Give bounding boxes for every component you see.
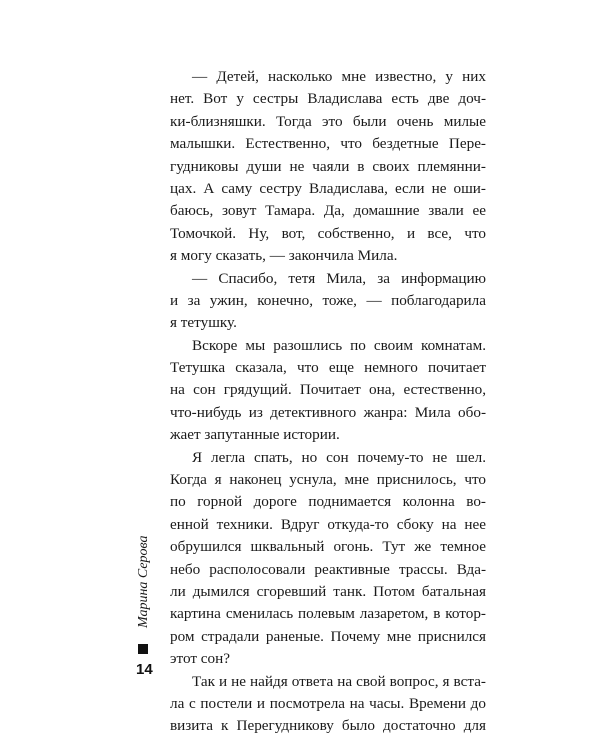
text-line: Я легла спать, но сон почему-то не шел. <box>192 448 486 466</box>
text-line: ром страдали раненые. Почему мне приснился <box>170 627 486 645</box>
running-head-author: Марина Серова <box>136 535 151 628</box>
text-line: — Детей, насколько мне известно, у них <box>192 68 486 85</box>
text-line: Тетушка сказала, что еще немного почитает <box>170 359 486 377</box>
text-line: Томочкой. Ну, вот, собственно, и все, что <box>170 224 486 242</box>
body-text <box>170 66 486 738</box>
text-line: малышки. Естественно, что бездетные Пере- <box>170 135 486 153</box>
text-line: я могу сказать, — закончила Мила. <box>170 247 398 265</box>
text-line: что-нибудь из детективного жанра: Мила обо- <box>170 403 486 421</box>
page-number: 14 <box>136 661 153 678</box>
text-line: цах. А саму сестру Владислава, если не оши- <box>170 179 486 197</box>
text-line: енной техники. Вдруг откуда-то сбоку на нее <box>170 515 486 533</box>
text-line: на сон грядущий. Почитает она, естественно, <box>170 381 486 399</box>
text-line: я тетушку. <box>170 314 237 332</box>
text-line: визита к Перегудникову было достаточно для <box>170 717 486 735</box>
page-marker-square <box>138 644 148 654</box>
text-line: картина сменилась полевым лазаретом, в котор- <box>170 605 486 623</box>
text-line: ли дымился сгоревший танк. Потом батальная <box>170 582 486 600</box>
text-line: жает запутанные истории. <box>170 426 340 444</box>
text-line: ла с постели и посмотрела на часы. Времени до <box>170 694 486 712</box>
text-line: нет. Вот у сестры Владислава есть две доч- <box>170 90 486 108</box>
text-line: Так и не найдя ответа на свой вопрос, я вста- <box>192 672 486 690</box>
text-line: Когда я наконец уснула, мне приснилось, что <box>170 471 486 489</box>
text-line: этот сон? <box>170 650 230 668</box>
text-line: обрушился шквальный огонь. Тут же темное <box>170 538 486 556</box>
text-line: ки-близняшки. Тогда это были очень милые <box>170 112 486 130</box>
text-line: баюсь, зовут Тамара. Да, домашние звали ее <box>170 202 486 220</box>
text-line: Вскоре мы разошлись по своим комнатам. <box>192 336 486 354</box>
text-line: небо располосовали реактивные трассы. Вда- <box>170 560 486 578</box>
text-line: гудниковы души не чаяли в своих племянни- <box>170 157 486 175</box>
text-line: — Спасибо, тетя Мила, за информацию <box>192 269 486 287</box>
text-line: и за ужин, конечно, тоже, — поблагодарила <box>170 291 486 309</box>
text-line: по горной дороге поднимается колонна во- <box>170 493 486 511</box>
